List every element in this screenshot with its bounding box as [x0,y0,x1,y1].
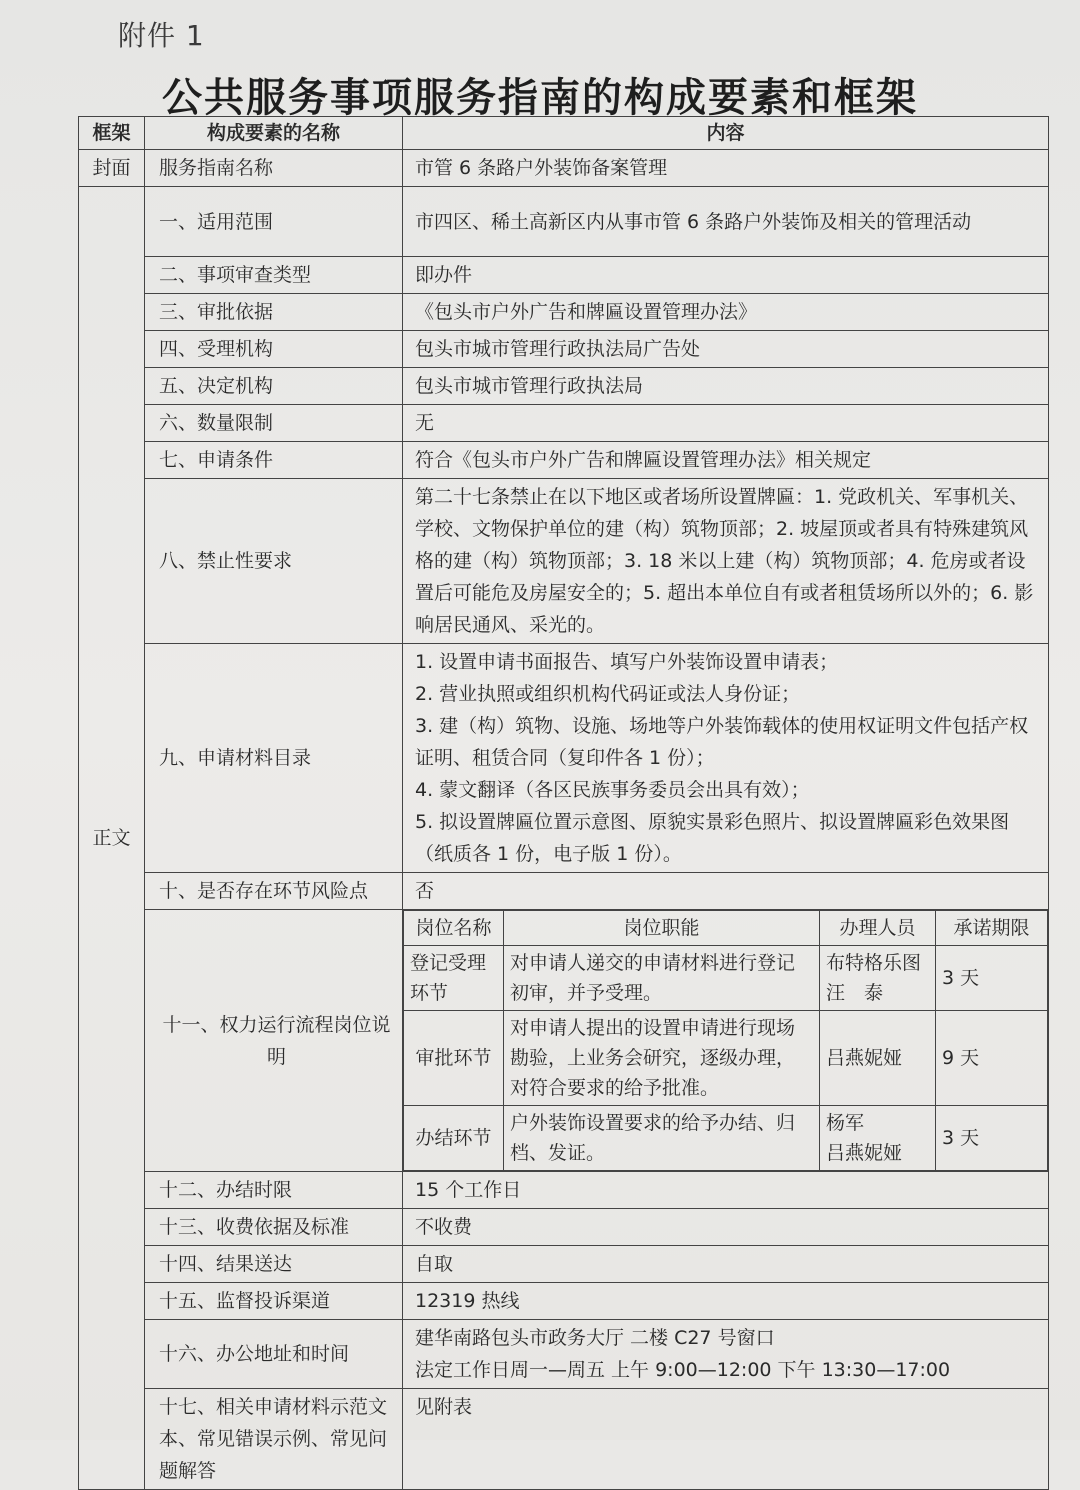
row-content: 否 [403,873,1049,910]
table-row [79,442,1049,479]
process-limit: 3 天 [936,946,1048,1011]
row-content: 12319 热线 [403,1283,1049,1320]
process-post: 办结环节 [404,1106,504,1171]
row-name: 八、禁止性要求 [145,479,403,644]
row-content: 包头市城市管理行政执法局广告处 [403,331,1049,368]
process-post: 登记受理环节 [404,946,504,1011]
header-content: 内容 [403,117,1049,150]
row-content: 不收费 [403,1209,1049,1246]
process-row [79,910,1049,1172]
header-frame: 框架 [79,117,145,150]
table-row [79,187,1049,257]
table-row [79,1283,1049,1320]
table-row [79,1389,1049,1490]
office-row [79,1320,1049,1389]
process-duty: 户外装饰设置要求的给予办结、归档、发证。 [504,1106,820,1171]
process-staff: 吕燕妮娅 [820,1011,936,1106]
row-name: 十七、相关申请材料示范文本、常见错误示例、常见问题解答 [145,1389,403,1490]
row-name: 六、数量限制 [145,405,403,442]
process-post: 审批环节 [404,1011,504,1106]
process-header-row [404,911,1048,946]
body-frame: 正文 [79,187,145,1490]
process-header: 办理人员 [820,911,936,946]
row-content: 见附表 [403,1389,1049,1490]
table-row [79,405,1049,442]
list-item: 2. 营业执照或组织机构代码证或法人身份证； [415,683,801,705]
row-content: 市四区、稀土高新区内从事市管 6 条路户外装饰及相关的管理活动 [403,187,1049,257]
row-name: 七、申请条件 [145,442,403,479]
row-name: 十五、监督投诉渠道 [145,1283,403,1320]
process-limit: 3 天 [936,1106,1048,1171]
materials-row [79,644,1049,873]
header-name: 构成要素的名称 [145,117,403,150]
list-item: 5. 拟设置牌匾位置示意图、原貌实景彩色照片、拟设置牌匾彩色效果图（纸质各 1 份，电子版 1 份）。 [415,811,1010,865]
process-step-row [404,1106,1048,1171]
row-content: 符合《包头市户外广告和牌匾设置管理办法》相关规定 [403,442,1049,479]
list-item: 4. 蒙文翻译（各区民族事务委员会出具有效）； [415,779,810,801]
process-staff: 杨军 吕燕妮娅 [820,1106,936,1171]
table-row [79,1209,1049,1246]
list-item: 3. 建（构）筑物、设施、场地等户外装饰载体的使用权证明文件包括产权证明、租赁合同（复印件各 1 份）； [415,715,1029,769]
process-step-row [404,1011,1048,1106]
table-row [79,479,1049,644]
office-hours: 法定工作日周一—周五 上午 9:00—12:00 下午 13:30—17:00 [415,1359,951,1381]
table-header-row [79,117,1049,150]
table-row [79,873,1049,910]
row-name: 一、适用范围 [145,187,403,257]
process-table [403,910,1048,1171]
row-name: 十四、结果送达 [145,1246,403,1283]
office-content [403,1320,1049,1389]
row-name: 五、决定机构 [145,368,403,405]
table-row [79,331,1049,368]
document-title: 公共服务事项服务指南的构成要素和框架 [162,75,918,121]
row-content: 无 [403,405,1049,442]
row-name: 四、受理机构 [145,331,403,368]
row-content: 《包头市户外广告和牌匾设置管理办法》 [403,294,1049,331]
row-content: 第二十七条禁止在以下地区或者场所设置牌匾：1. 党政机关、军事机关、学校、文物保护单位的建（构）筑物顶部；2. 坡屋顶或者具有特殊建筑风格的建（构）筑物顶部；3. 18 米以上建（构）筑物顶部；4. 危房或者设置后可能危及房屋安全的；5. 超出本单位自有或者租赁场所以外的；6. 影响居民通风、采光的。 [403,479,1049,644]
row-content: 自取 [403,1246,1049,1283]
row-content: 包头市城市管理行政执法局 [403,368,1049,405]
attachment-label: 附件 1 [118,19,205,52]
row-name: 二、事项审查类型 [145,257,403,294]
process-staff: 布特格乐图 汪 泰 [820,946,936,1011]
process-duty: 对申请人提出的设置申请进行现场勘验，上业务会研究，逐级办理，对符合要求的给予批准。 [504,1011,820,1106]
office-name: 十六、办公地址和时间 [145,1320,403,1389]
materials-name: 九、申请材料目录 [145,644,403,873]
row-content: 即办件 [403,257,1049,294]
row-content: 15 个工作日 [403,1172,1049,1209]
process-header: 岗位职能 [504,911,820,946]
row-name: 十二、办结时限 [145,1172,403,1209]
cover-frame: 封面 [79,150,145,187]
process-table-cell [403,910,1049,1172]
row-name: 三、审批依据 [145,294,403,331]
materials-list [403,644,1049,873]
cover-name: 服务指南名称 [145,150,403,187]
row-name: 十、是否存在环节风险点 [145,873,403,910]
table-row [79,294,1049,331]
process-limit: 9 天 [936,1011,1048,1106]
process-duty: 对申请人递交的申请材料进行登记初审，并予受理。 [504,946,820,1011]
process-name: 十一、权力运行流程岗位说明 [145,910,403,1172]
table-row [79,1172,1049,1209]
guide-table [78,116,1049,1490]
table-row [79,368,1049,405]
list-item: 1. 设置申请书面报告、填写户外装饰设置申请表； [415,651,839,673]
row-name: 十三、收费依据及标准 [145,1209,403,1246]
process-step-row [404,946,1048,1011]
table-row [79,257,1049,294]
office-address: 建华南路包头市政务大厅 二楼 C27 号窗口 [415,1327,775,1349]
cover-row [79,150,1049,187]
process-header: 承诺期限 [936,911,1048,946]
cover-content: 市管 6 条路户外装饰备案管理 [403,150,1049,187]
process-header: 岗位名称 [404,911,504,946]
table-row [79,1246,1049,1283]
